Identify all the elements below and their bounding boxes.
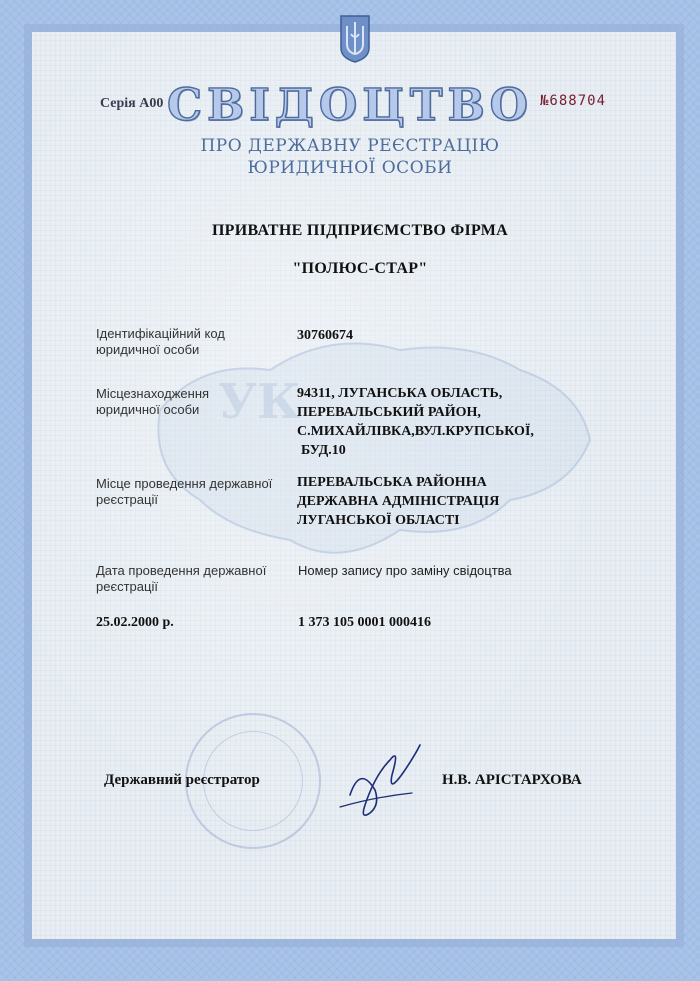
record-number-label: Номер запису про заміну свідоцтва <box>298 563 512 578</box>
subtitle-line-1: ПРО ДЕРЖАВНУ РЕЄСТРАЦІЮ <box>200 136 500 156</box>
registration-date-label-line-2: реєстрації <box>96 579 158 594</box>
organization-name-line-1: ПРИВАТНЕ ПІДПРИЄМСТВО ФІРМА <box>211 222 509 239</box>
location-line-1: 94311, ЛУГАНСЬКА ОБЛАСТЬ, <box>297 386 503 401</box>
record-number-value: 1 373 105 0001 000416 <box>298 615 431 630</box>
certificate-number: №688704 <box>540 93 607 109</box>
series-label: Серія А00 <box>100 96 164 111</box>
location-label <box>96 386 209 418</box>
certificate-title: СВІДОЦТВО <box>166 80 534 131</box>
location-label-line-2: юридичної особи <box>96 402 200 417</box>
registration-place-label <box>96 476 272 508</box>
id-code-label-line-2: юридичної особи <box>96 342 200 357</box>
location-line-3: С.МИХАЙЛІВКА,ВУЛ.КРУПСЬКОЇ, <box>297 424 534 439</box>
trident-coat-of-arms-icon <box>338 14 372 64</box>
registration-date-value: 25.02.2000 р. <box>96 615 174 630</box>
location-line-4: БУД.10 <box>301 443 346 458</box>
subtitle-line-2: ЮРИДИЧНОЇ ОСОБИ <box>247 158 453 178</box>
registration-place-value <box>297 473 499 530</box>
registrar-name: Н.В. АРІСТАРХОВА <box>442 772 582 788</box>
id-code-label <box>96 326 225 358</box>
handwritten-signature <box>330 735 430 825</box>
registration-place-label-line-1: Місце проведення державної <box>96 476 273 491</box>
organization-name-line-2: "ПОЛЮС-СТАР" <box>292 260 428 277</box>
location-line-2: ПЕРЕВАЛЬСЬКИЙ РАЙОН, <box>297 405 481 420</box>
id-code-value: 30760674 <box>297 328 353 343</box>
watermark-text: УК <box>218 374 301 430</box>
registration-place-line-3: ЛУГАНСЬКОЇ ОБЛАСТІ <box>297 513 460 528</box>
registration-date-label <box>96 563 266 595</box>
registrar-label: Державний реєстратор <box>104 772 260 788</box>
registration-date-label-line-1: Дата проведення державної <box>96 563 267 578</box>
registration-place-label-line-2: реєстрації <box>96 492 158 507</box>
registration-place-line-1: ПЕРЕВАЛЬСЬКА РАЙОННА <box>297 475 487 490</box>
registration-place-line-2: ДЕРЖАВНА АДМІНІСТРАЦІЯ <box>297 494 500 509</box>
location-label-line-1: Місцезнаходження <box>96 386 210 401</box>
location-value <box>297 384 534 460</box>
id-code-label-line-1: Ідентифікаційний код <box>96 326 225 341</box>
